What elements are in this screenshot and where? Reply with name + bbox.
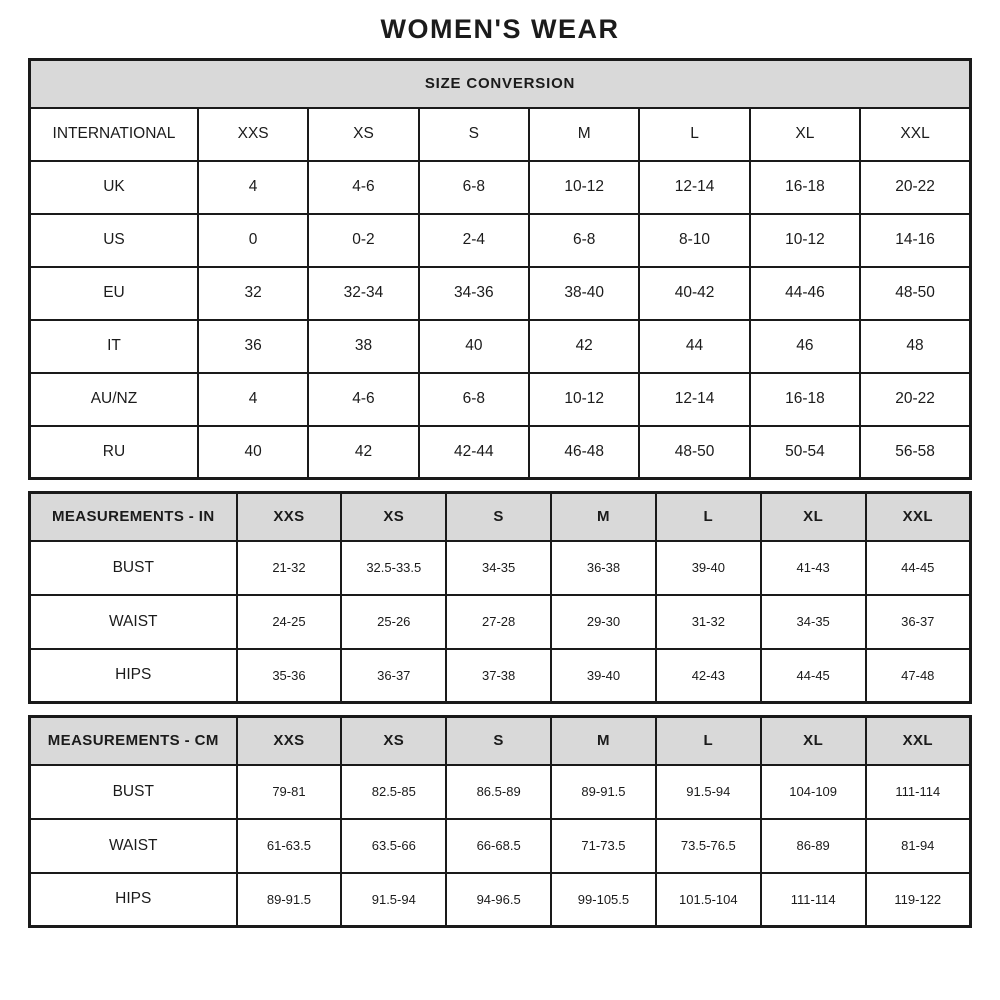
table-row: [30, 426, 971, 479]
size-cell: 38-40: [529, 267, 639, 320]
value-cell: 47-48: [866, 649, 971, 703]
column-header: XXS: [198, 108, 308, 161]
value-cell: 91.5-94: [341, 873, 446, 927]
column-header: XXS: [237, 493, 342, 541]
size-cell: 6-8: [529, 214, 639, 267]
size-cell: 56-58: [860, 426, 970, 479]
row-label: WAIST: [30, 819, 237, 873]
column-header: XS: [341, 493, 446, 541]
table-row: [30, 161, 971, 214]
table-row: [30, 717, 971, 765]
column-header: XS: [308, 108, 418, 161]
value-cell: 31-32: [656, 595, 761, 649]
measurements-cm-table: [28, 715, 972, 928]
value-cell: 111-114: [866, 765, 971, 819]
value-cell: 73.5-76.5: [656, 819, 761, 873]
column-header: M: [551, 717, 656, 765]
value-cell: 86.5-89: [446, 765, 551, 819]
measurements-in-table: [28, 491, 972, 704]
value-cell: 39-40: [656, 541, 761, 595]
row-label: EU: [30, 267, 198, 320]
size-cell: 48: [860, 320, 970, 373]
row-label: BUST: [30, 765, 237, 819]
row-label: RU: [30, 426, 198, 479]
size-cell: 48-50: [860, 267, 970, 320]
value-cell: 24-25: [237, 595, 342, 649]
size-conversion-table: [28, 58, 972, 480]
size-cell: 4: [198, 373, 308, 426]
size-cell: 38: [308, 320, 418, 373]
value-cell: 119-122: [866, 873, 971, 927]
row-label: HIPS: [30, 873, 237, 927]
column-header: M: [551, 493, 656, 541]
size-cell: 4-6: [308, 373, 418, 426]
value-cell: 35-36: [237, 649, 342, 703]
column-header: S: [419, 108, 529, 161]
size-cell: 42: [529, 320, 639, 373]
size-cell: 40-42: [639, 267, 749, 320]
value-cell: 82.5-85: [341, 765, 446, 819]
row-label: WAIST: [30, 595, 237, 649]
size-cell: 6-8: [419, 161, 529, 214]
value-cell: 63.5-66: [341, 819, 446, 873]
value-cell: 66-68.5: [446, 819, 551, 873]
table-row: [30, 541, 971, 595]
row-label: BUST: [30, 541, 237, 595]
row-label: IT: [30, 320, 198, 373]
size-cell: 32: [198, 267, 308, 320]
column-header: XL: [750, 108, 860, 161]
column-header: M: [529, 108, 639, 161]
table-row: [30, 60, 971, 108]
value-cell: 36-38: [551, 541, 656, 595]
size-cell: 6-8: [419, 373, 529, 426]
size-cell: 42: [308, 426, 418, 479]
table-title: SIZE CONVERSION: [30, 60, 971, 108]
size-cell: 46: [750, 320, 860, 373]
value-cell: 21-32: [237, 541, 342, 595]
column-header: S: [446, 493, 551, 541]
size-cell: 10-12: [750, 214, 860, 267]
size-cell: 2-4: [419, 214, 529, 267]
size-cell: 36: [198, 320, 308, 373]
table-title: MEASUREMENTS - IN: [30, 493, 237, 541]
table-row: [30, 373, 971, 426]
page-title: WOMEN'S WEAR: [380, 14, 620, 44]
row-label: HIPS: [30, 649, 237, 703]
column-header: XXL: [866, 717, 971, 765]
size-cell: 44-46: [750, 267, 860, 320]
value-cell: 39-40: [551, 649, 656, 703]
size-cell: 20-22: [860, 161, 970, 214]
table-row: [30, 214, 971, 267]
size-cell: 16-18: [750, 161, 860, 214]
value-cell: 99-105.5: [551, 873, 656, 927]
column-header: L: [656, 717, 761, 765]
size-cell: 20-22: [860, 373, 970, 426]
value-cell: 32.5-33.5: [341, 541, 446, 595]
column-header: XXL: [866, 493, 971, 541]
value-cell: 79-81: [237, 765, 342, 819]
column-header: XS: [341, 717, 446, 765]
value-cell: 104-109: [761, 765, 866, 819]
table-row: [30, 873, 971, 927]
row-label: UK: [30, 161, 198, 214]
size-cell: 40: [198, 426, 308, 479]
value-cell: 94-96.5: [446, 873, 551, 927]
size-cell: 34-36: [419, 267, 529, 320]
value-cell: 34-35: [761, 595, 866, 649]
column-header: XXL: [860, 108, 970, 161]
size-cell: 16-18: [750, 373, 860, 426]
size-cell: 40: [419, 320, 529, 373]
size-cell: 12-14: [639, 161, 749, 214]
column-header: S: [446, 717, 551, 765]
value-cell: 36-37: [866, 595, 971, 649]
table-row: [30, 765, 971, 819]
value-cell: 86-89: [761, 819, 866, 873]
table-row: [30, 595, 971, 649]
size-cell: 44: [639, 320, 749, 373]
column-header: INTERNATIONAL: [30, 108, 198, 161]
value-cell: 27-28: [446, 595, 551, 649]
row-label: AU/NZ: [30, 373, 198, 426]
table-row: [30, 267, 971, 320]
value-cell: 29-30: [551, 595, 656, 649]
table-row: [30, 108, 971, 161]
size-cell: 48-50: [639, 426, 749, 479]
size-cell: 46-48: [529, 426, 639, 479]
value-cell: 42-43: [656, 649, 761, 703]
size-cell: 10-12: [529, 161, 639, 214]
size-cell: 0-2: [308, 214, 418, 267]
value-cell: 71-73.5: [551, 819, 656, 873]
row-label: US: [30, 214, 198, 267]
value-cell: 41-43: [761, 541, 866, 595]
size-cell: 42-44: [419, 426, 529, 479]
size-cell: 10-12: [529, 373, 639, 426]
value-cell: 25-26: [341, 595, 446, 649]
value-cell: 36-37: [341, 649, 446, 703]
size-cell: 32-34: [308, 267, 418, 320]
value-cell: 91.5-94: [656, 765, 761, 819]
value-cell: 44-45: [761, 649, 866, 703]
table-row: [30, 320, 971, 373]
column-header: XL: [761, 493, 866, 541]
value-cell: 37-38: [446, 649, 551, 703]
size-cell: 50-54: [750, 426, 860, 479]
column-header: L: [639, 108, 749, 161]
value-cell: 89-91.5: [551, 765, 656, 819]
size-cell: 4-6: [308, 161, 418, 214]
size-cell: 4: [198, 161, 308, 214]
value-cell: 89-91.5: [237, 873, 342, 927]
table-title: MEASUREMENTS - CM: [30, 717, 237, 765]
table-row: [30, 649, 971, 703]
size-cell: 0: [198, 214, 308, 267]
table-row: [30, 819, 971, 873]
size-cell: 12-14: [639, 373, 749, 426]
value-cell: 44-45: [866, 541, 971, 595]
value-cell: 81-94: [866, 819, 971, 873]
size-cell: 8-10: [639, 214, 749, 267]
value-cell: 101.5-104: [656, 873, 761, 927]
value-cell: 34-35: [446, 541, 551, 595]
value-cell: 61-63.5: [237, 819, 342, 873]
column-header: L: [656, 493, 761, 541]
column-header: XXS: [237, 717, 342, 765]
table-row: [30, 493, 971, 541]
value-cell: 111-114: [761, 873, 866, 927]
size-cell: 14-16: [860, 214, 970, 267]
column-header: XL: [761, 717, 866, 765]
